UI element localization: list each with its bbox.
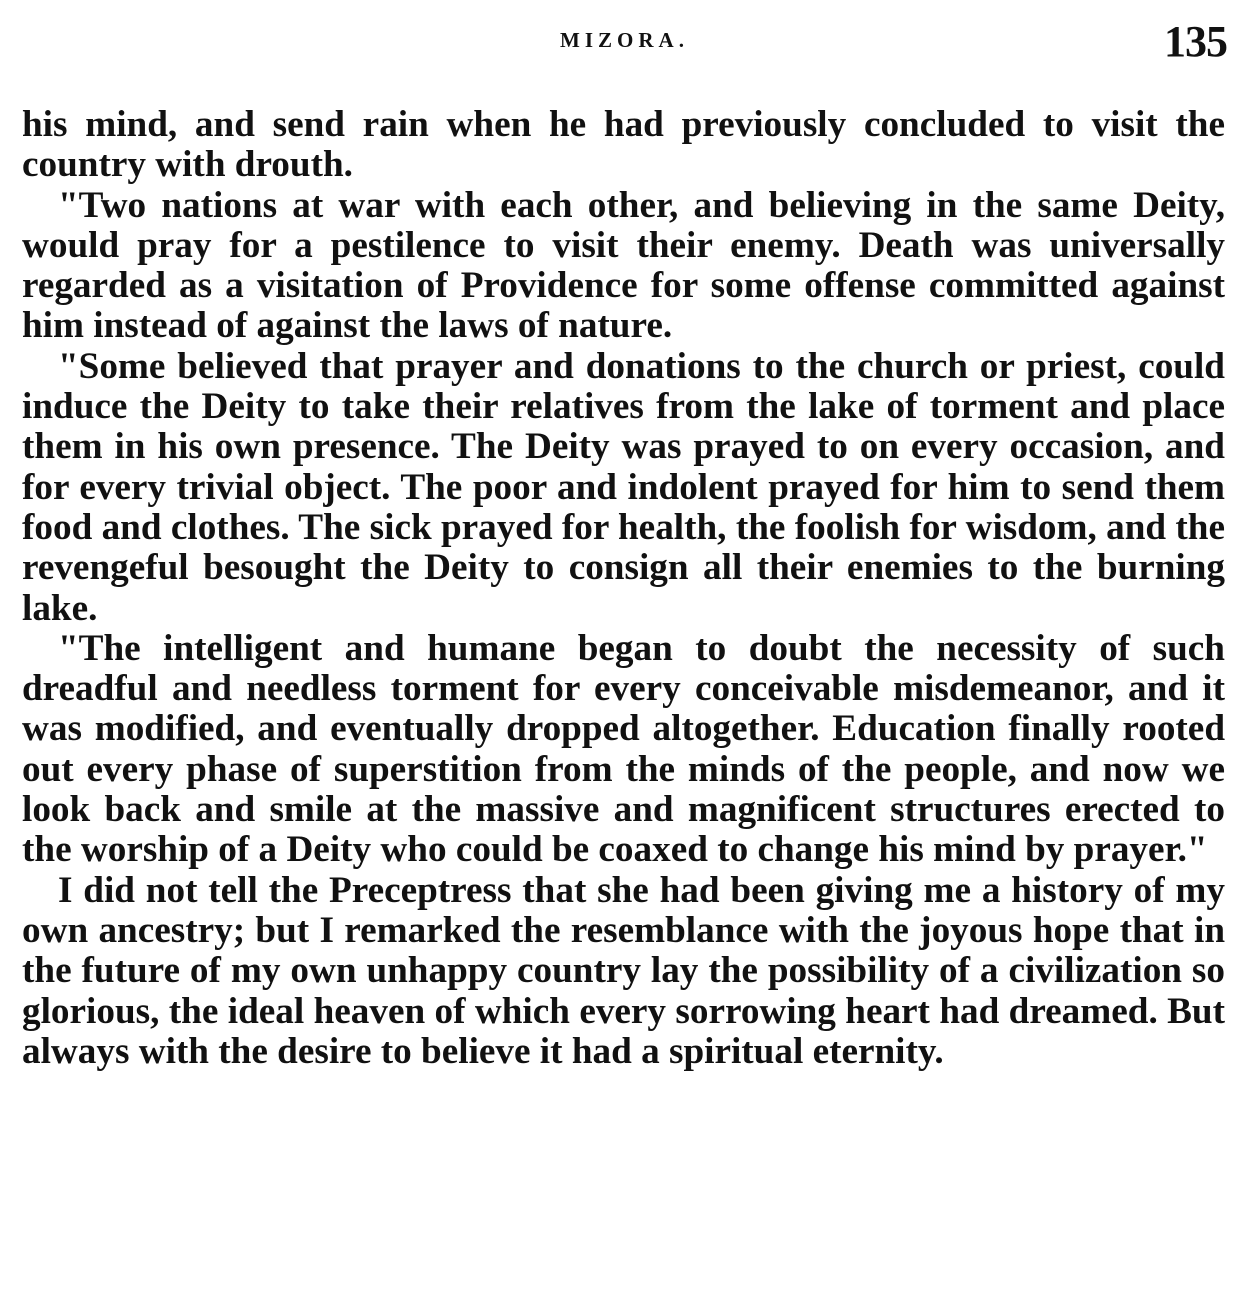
paragraph-intelligent-humane: "The intelligent and humane began to doubt the necessity of such dreadful and needless torment for every conceivable misdemeanor, and it was modified, and eventually dropped altogether. Education finally rooted out every phase of superstition from the minds of the people, and now we look back and smile at the massive and magnificent structures erected to the worship of a Deity who could be coaxed to change his mind by prayer." <box>22 627 1225 871</box>
paragraph-preceptress: I did not tell the Preceptress that she had been giving me a history of my own ancestry; but I remarked the resemblance with the joyous hope that in the future of my own unhappy country lay the possibility of a civilization so glorious, the ideal heaven of which every sorrowing heart had dreamed. But always with the desire to believe it had a spiritual eternity. <box>22 869 1225 1072</box>
page-number: 135 <box>1164 17 1227 66</box>
paragraph-continued: his mind, and send rain when he had previously concluded to visit the country with drouth. <box>22 104 1225 186</box>
running-title: MIZORA. <box>560 28 689 52</box>
paragraph-nations-at-war: "Two nations at war with each other, and believing in the same Deity, would pray for a pestilence to visit their enemy. Death was universally regarded as a visitation of Providence for some offense committed against him instead of against the laws of nature. <box>22 184 1225 347</box>
running-header <box>0 17 1249 66</box>
body-text <box>22 105 1225 1072</box>
paragraph-prayer-donations: "Some believed that prayer and donations to the church or priest, could induce the Deity to take their relatives from the lake of torment and place them in his own presence. The Deity was prayed to on every occasion, and for every trivial object. The poor and indolent prayed for him to send them food and clothes. The sick prayed for health, the foolish for wisdom, and the revengeful besought the Deity to consign all their enemies to the burning lake. <box>22 345 1225 629</box>
